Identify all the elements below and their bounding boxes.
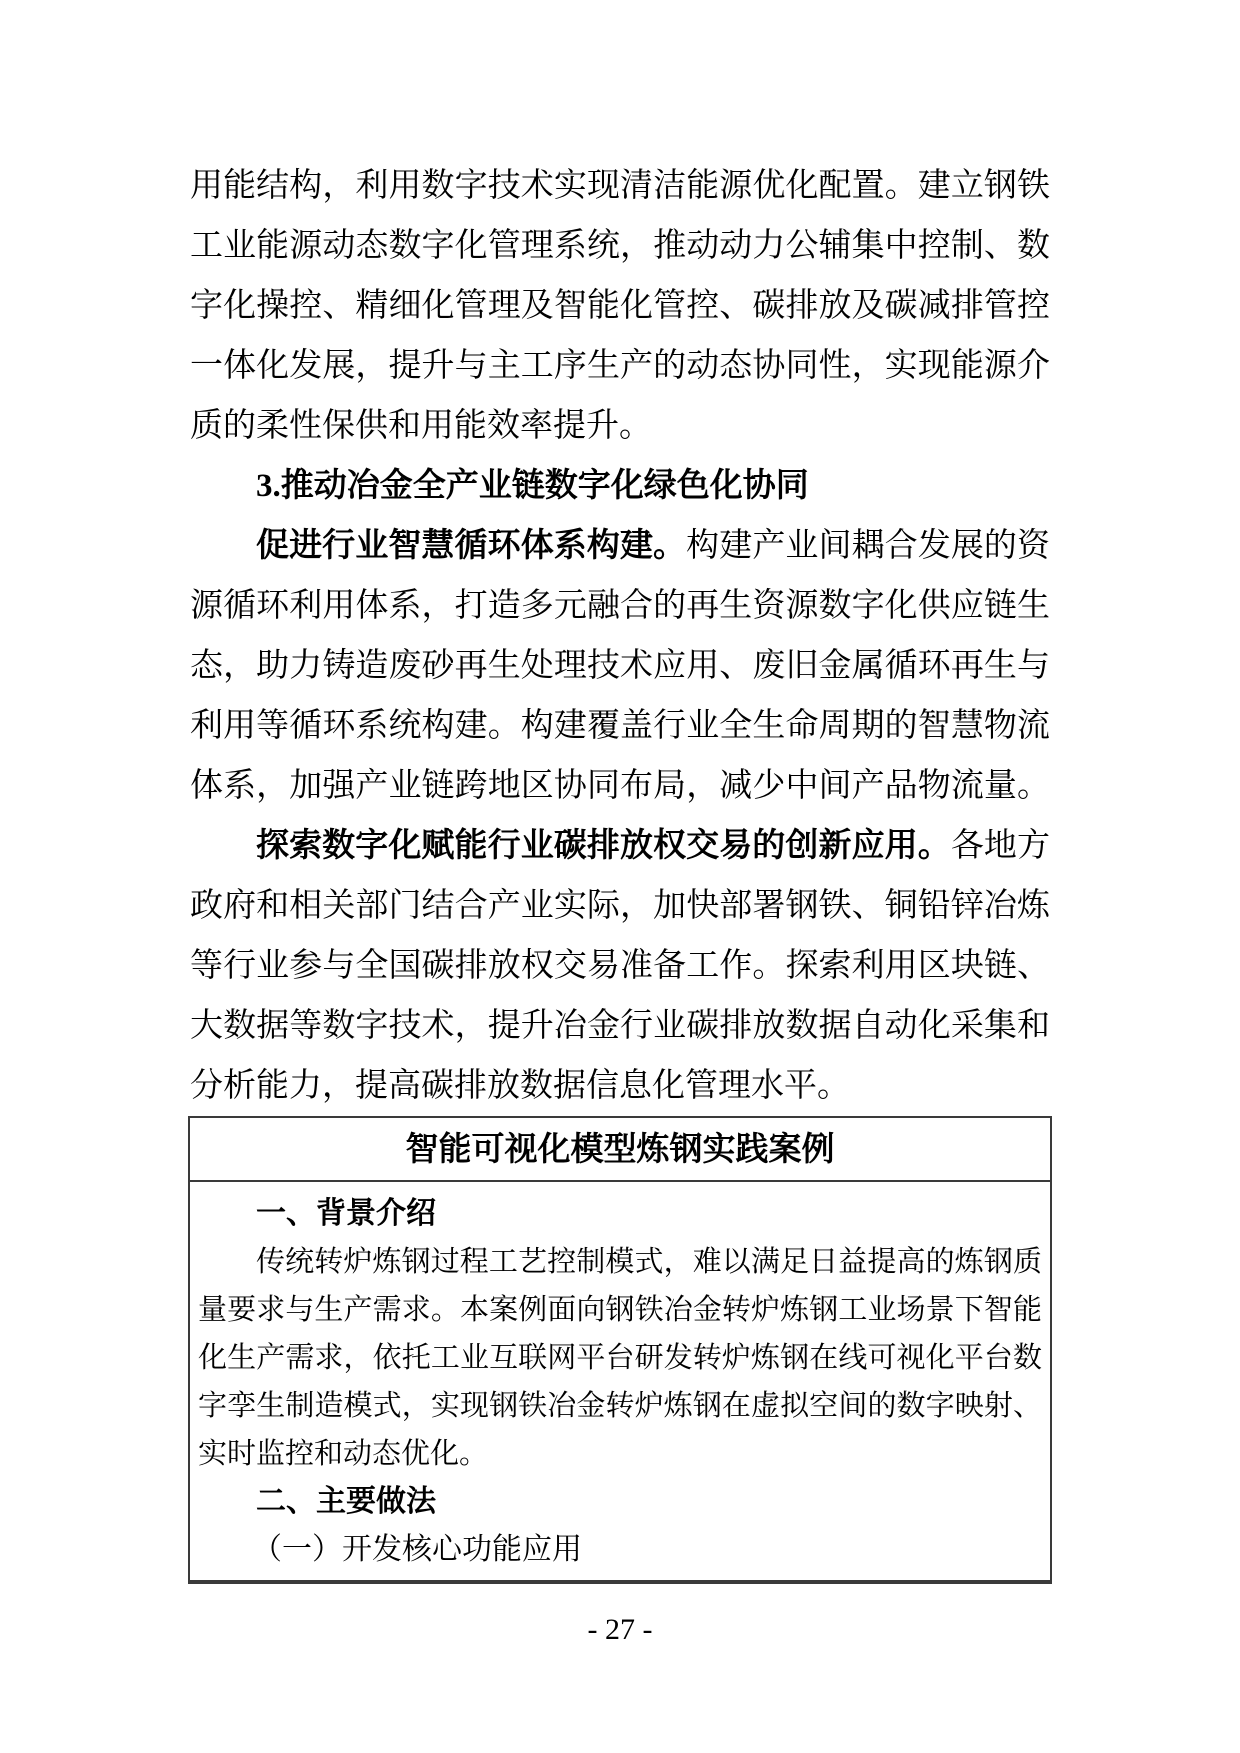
text-line: 政府和相关部门结合产业实际，加快部署钢铁、铜铅锌冶炼 [190, 888, 1050, 924]
case-text-line: 字孪生制造模式，实现钢铁冶金转炉炼钢在虚拟空间的数字映射、 [198, 1390, 1042, 1422]
case-box-title: 智能可视化模型炼钢实践案例 [190, 1118, 1050, 1182]
case-text-line: 化生产需求，依托工业互联网平台研发转炉炼钢在线可视化平台数 [198, 1342, 1042, 1374]
text-line: 体系，加强产业链跨地区协同布局，减少中间产品物流量。 [190, 768, 1050, 804]
text-line: 工业能源动态数字化管理系统，推动动力公辅集中控制、数 [190, 228, 1050, 264]
text-line: 源循环利用体系，打造多元融合的再生资源数字化供应链生 [190, 588, 1050, 624]
case-study-box [188, 1116, 1052, 1584]
paragraph-carbon-trading [190, 816, 1050, 1116]
text-line: 用能结构，利用数字技术实现清洁能源优化配置。建立钢铁 [190, 168, 1050, 204]
section-heading-3: 3.推动冶金全产业链数字化绿色化协同 [256, 468, 809, 504]
case-box-body [190, 1182, 1050, 1580]
text-line: 分析能力，提高碳排放数据信息化管理水平。 [190, 1068, 850, 1104]
text-line: 质的柔性保供和用能效率提升。 [190, 408, 652, 444]
text-line: 等行业参与全国碳排放权交易准备工作。探索利用区块链、 [190, 948, 1050, 984]
case-text-line: 实时监控和动态优化。 [198, 1438, 489, 1470]
page-number: - 27 - [587, 1613, 653, 1646]
bold-lead: 促进行业智慧循环体系构建。 [256, 528, 687, 564]
case-list-item: （一）开发核心功能应用 [252, 1533, 582, 1566]
case-text-line: 量要求与生产需求。本案例面向钢铁冶金转炉炼钢工业场景下智能 [198, 1294, 1042, 1326]
text-line: 利用等循环系统构建。构建覆盖行业全生命周期的智慧物流 [190, 708, 1050, 744]
case-section-2-heading: 二、主要做法 [256, 1485, 436, 1518]
lead-rest: 构建产业间耦合发展的资 [686, 528, 1050, 564]
case-section-1-heading: 一、背景介绍 [256, 1197, 436, 1230]
text-line: 大数据等数字技术，提升冶金行业碳排放数据自动化采集和 [190, 1008, 1050, 1044]
text-line [190, 516, 1050, 576]
lead-rest: 各地方 [950, 828, 1050, 864]
paragraph-energy [190, 156, 1050, 456]
text-line: 态，助力铸造废砂再生处理技术应用、废旧金属循环再生与 [190, 648, 1050, 684]
body-text [190, 156, 1050, 1648]
paragraph-circular [190, 516, 1050, 816]
text-line: 一体化发展，提升与主工序生产的动态协同性，实现能源介 [190, 348, 1050, 384]
text-line: 字化操控、精细化管理及智能化管控、碳排放及碳减排管控 [190, 288, 1050, 324]
case-text-line: 传统转炉炼钢过程工艺控制模式，难以满足日益提高的炼钢质 [256, 1246, 1042, 1278]
bold-lead: 探索数字化赋能行业碳排放权交易的创新应用。 [256, 828, 951, 864]
text-line [190, 816, 1050, 876]
